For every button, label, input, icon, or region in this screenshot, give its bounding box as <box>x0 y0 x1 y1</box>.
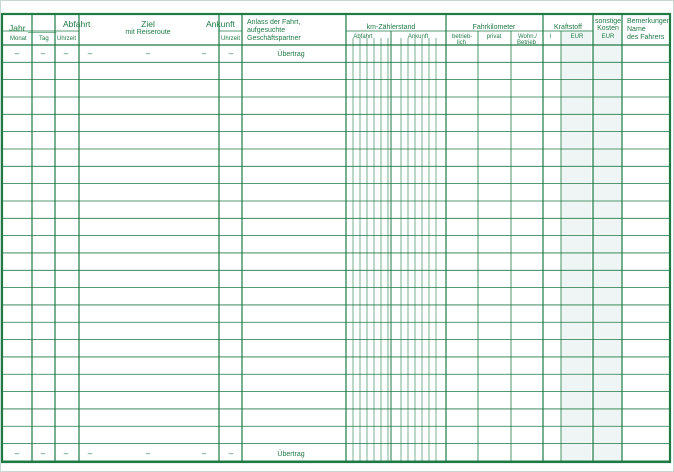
header-kraftstoff: Kraftstoff <box>554 24 582 31</box>
header-fahrkilometer: Fahrkilometer <box>472 24 516 31</box>
header-km-ankunft: Ankunft <box>407 34 429 40</box>
header-ankunft: Ankunft <box>206 19 235 29</box>
header-liter: l <box>550 34 552 40</box>
header-kraftstoff-eur: EUR <box>570 34 584 40</box>
header-bemerkungen-1: Bemerkungen <box>627 18 671 25</box>
header-privat: privat <box>486 34 502 40</box>
header-km-zaehlerstand: km-Zählerstand <box>366 24 416 31</box>
fuel-eur-shade <box>561 30 591 462</box>
header-betrieblich-1: betrieb- <box>452 34 473 40</box>
header-ziel: Ziel <box>141 19 155 29</box>
header-bemerkungen-2: Name <box>627 26 646 33</box>
last-row-ziel-mid: – <box>145 449 151 458</box>
last-row-monat: – <box>14 449 20 458</box>
last-row-uhrzeit-ankunft: – <box>228 449 234 458</box>
header-tag: Tag <box>39 36 49 42</box>
first-row-monat: – <box>14 49 20 58</box>
header-jahr: Jahr ______ <box>9 23 57 33</box>
header-uhrzeit-ankunft: Uhrzeit <box>221 36 241 42</box>
header-bemerkungen-3: des Fahrers <box>627 34 665 41</box>
last-row-uhrzeit: – <box>63 449 69 458</box>
last-row-ziel-left: – <box>87 449 93 458</box>
last-row-uebertrag: Übertrag <box>277 451 305 458</box>
header-wohn-2: Betrieb <box>517 40 537 46</box>
last-row-ziel-right: – <box>201 449 207 458</box>
header-ziel-sub: mit Reiseroute <box>125 29 171 36</box>
header-anlass-1: Anlass der Fahrt, <box>247 19 301 26</box>
first-row-tag: – <box>40 49 46 58</box>
first-row-ziel-right: – <box>201 49 207 58</box>
other-costs-shade <box>593 30 622 462</box>
header-betrieblich-2: lich <box>457 40 467 46</box>
first-row-ziel-left: – <box>87 49 93 58</box>
header-sonstige-eur: EUR <box>601 34 615 40</box>
header-sonstige-2: Kosten <box>597 25 619 32</box>
header-monat: Monat <box>10 36 27 42</box>
header-km-abfahrt: Abfahrt <box>353 34 373 40</box>
header-sonstige-1: sonstige <box>594 18 622 25</box>
last-row-tag: – <box>40 449 46 458</box>
first-row-uebertrag: Übertrag <box>277 51 305 58</box>
first-row-uhrzeit: – <box>63 49 69 58</box>
header-abfahrt: Abfahrt <box>63 19 91 29</box>
first-row-uhrzeit-ankunft: – <box>228 49 234 58</box>
header-uhrzeit-abfahrt: Uhrzeit <box>57 36 77 42</box>
first-row-ziel-mid: – <box>145 49 151 58</box>
header-anlass-2: aufgesuchte <box>247 27 286 34</box>
header-wohn-1: Wohn./ <box>518 34 537 40</box>
header-anlass-3: Geschäftspartner <box>247 35 301 42</box>
